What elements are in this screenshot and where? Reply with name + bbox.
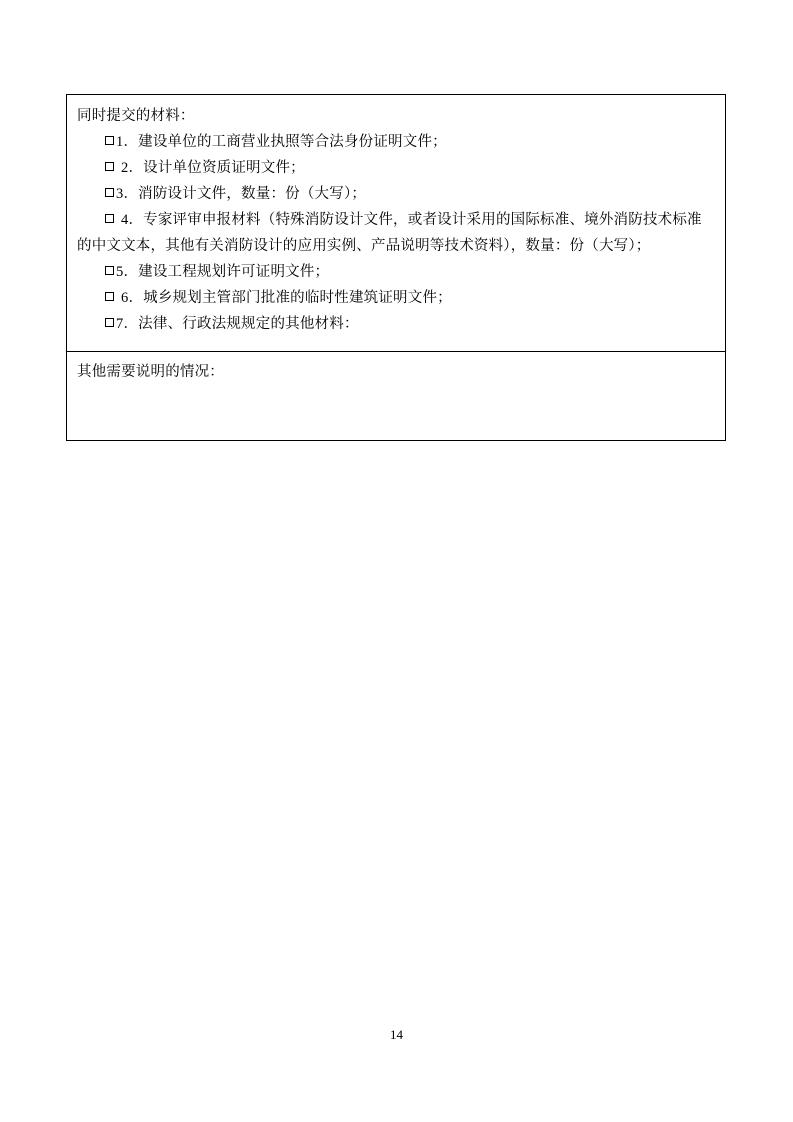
notes-section-title: 其他需要说明的情况： [77,364,224,380]
materials-section-title: 同时提交的材料： [77,108,195,124]
material-item-2 [77,155,715,181]
notes-section [67,352,725,440]
material-item-5-label: 5．建设工程规划许可证明文件； [116,264,330,280]
material-item-1 [77,129,715,155]
material-item-2-label: 2．设计单位资质证明文件； [121,160,305,176]
checkbox-icon[interactable] [105,214,114,223]
material-item-6 [77,285,715,311]
notes-input-area[interactable] [77,384,715,430]
checkbox-icon[interactable] [105,266,114,275]
checkbox-icon[interactable] [105,292,114,301]
material-item-7-label: 7．法律、行政法规规定的其他材料： [116,316,359,332]
material-item-1-label: 1．建设单位的工商营业执照等合法身份证明文件； [116,134,447,150]
materials-section [67,95,725,352]
checkbox-icon[interactable] [105,136,114,145]
form-table [66,94,726,441]
material-item-4-label: 4．专家评审申报材料（特殊消防设计文件，或者设计采用的国际标准、境外消防技术标准的中文文本，其他有关消防设计的应用实例、产品说明等技术资料），数量：份（大写）； [77,212,702,254]
checkbox-icon[interactable] [105,318,114,327]
material-item-3-label: 3．消防设计文件，数量：份（大写）； [116,186,367,202]
material-item-3 [77,181,715,207]
material-item-4 [77,207,715,259]
material-item-5 [77,259,715,285]
checkbox-icon[interactable] [105,188,114,197]
material-item-7 [77,311,715,337]
checkbox-icon[interactable] [105,162,114,171]
material-item-6-label: 6．城乡规划主管部门批准的临时性建筑证明文件； [121,290,452,306]
page-number: 14 [390,1027,403,1042]
